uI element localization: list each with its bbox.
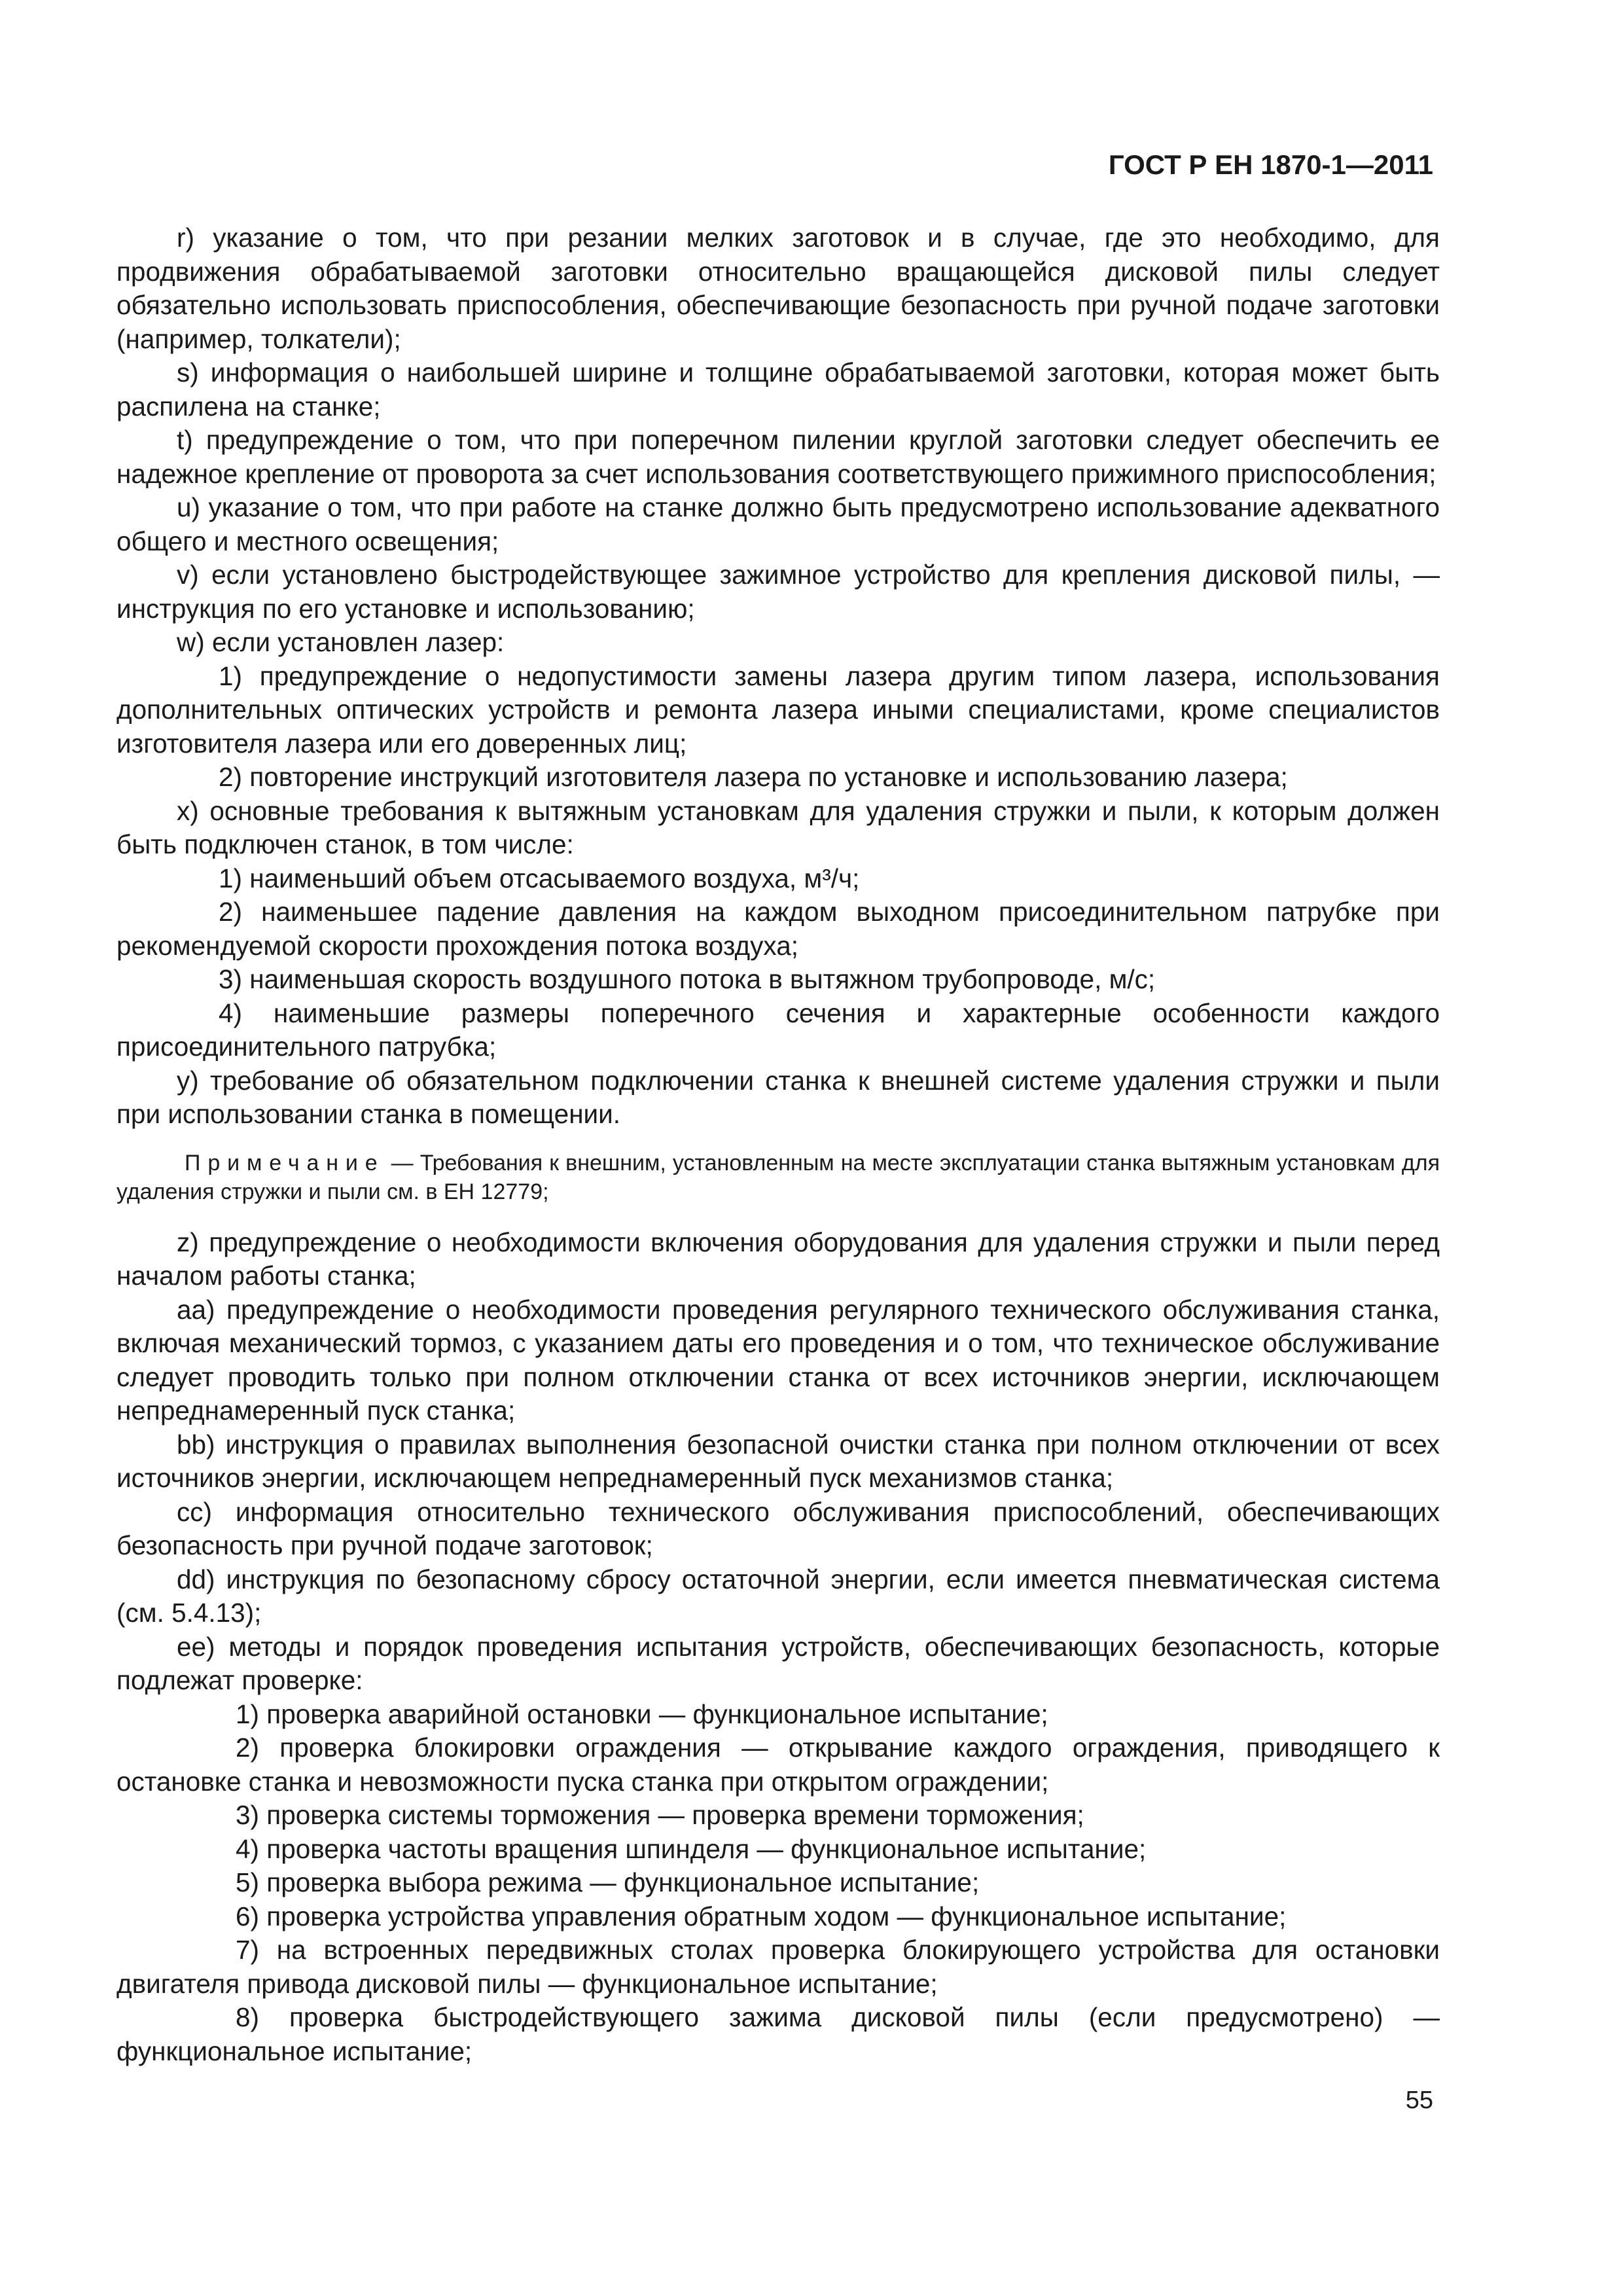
note-text: — Требования к внешним, установленным на месте эксплуатации станка вытяжным установкам для удаления стружки и пыли см. в ЕН 12779; xyxy=(116,1150,1440,1204)
list-item: 3) проверка системы торможения — проверка времени торможения; xyxy=(236,1800,1084,1830)
list-item: y) требование об обязательном подключении станка к внешней системе удаления стружки и пыли при использовании станка в помещении. xyxy=(116,1065,1440,1129)
note-label: Примечание xyxy=(185,1150,385,1175)
list-item: u) указание о том, что при работе на станке должно быть предусмотрено использование адекватного общего и местного освещения; xyxy=(116,492,1440,556)
list-item: t) предупреждение о том, что при поперечном пилении круглой заготовки следует обеспечить ее надежное крепление от проворота за счет использования соответствующего прижимного приспособления; xyxy=(116,425,1440,489)
list-item: v) если установлено быстродействующее зажимное устройство для крепления дисковой пилы, — инструкция по его установке и использованию; xyxy=(116,560,1440,624)
page-number: 55 xyxy=(1405,2087,1433,2114)
list-item: 4) наименьшие размеры поперечного сечения и характерные особенности каждого присоединительного патрубка; xyxy=(116,997,1440,1062)
list-item: ee) методы и порядок проведения испытания устройств, обеспечивающих безопасность, которые подлежат проверке: xyxy=(116,1631,1440,1695)
list-item: 2) проверка блокировки ограждения — открывание каждого ограждения, приводящего к остановке станка и невозможности пуска станка при открытом ограждении; xyxy=(116,1732,1440,1797)
list-item: 5) проверка выбора режима — функциональное испытание; xyxy=(236,1867,980,1897)
list-item: 1) предупреждение о недопустимости замены лазера другим типом лазера, использования дополнительных оптических устройств и ремонта лазера иными специалистами, кроме специалистов изготовителя лазера или его доверенных лиц; xyxy=(116,660,1440,759)
list-item: 2) повторение инструкций изготовителя лазера по установке и использованию лазера; xyxy=(219,762,1288,792)
list-item: r) указание о том, что при резании мелких заготовок и в случае, где это необходимо, для продвижения обрабатываемой заготовки относительно вращающейся дисковой пилы следует обязательно использовать приспособления, обеспечивающие безопасность при ручной подаче заготовки (например, толкатели); xyxy=(116,223,1440,354)
requirements-list-part-1 xyxy=(116,221,1440,1132)
list-item: s) информация о наибольшей ширине и толщине обрабатываемой заготовки, которая может быть распилена на станке; xyxy=(116,357,1440,422)
list-item: z) предупреждение о необходимости включения оборудования для удаления стружки и пыли перед началом работы станка; xyxy=(116,1227,1440,1291)
list-item: w) если установлен лазер: xyxy=(177,627,505,657)
list-item: aa) предупреждение о необходимости проведения регулярного технического обслуживания станка, включая механический тормоз, с указанием даты его проведения и о том, что техническое обслуживание следует проводить только при полном отключении станка от всех источников энергии, исключающем непреднамеренный пуск станка; xyxy=(116,1294,1440,1426)
requirements-list-part-2 xyxy=(116,1226,1440,2069)
list-item: 8) проверка быстродействующего зажима дисковой пилы (если предусмотрено) — функциональное испытание; xyxy=(116,2002,1440,2066)
list-item: 3) наименьшая скорость воздушного потока в вытяжном трубопроводе, м/с; xyxy=(219,964,1156,994)
list-item: bb) инструкция о правилах выполнения безопасной очистки станка при полном отключении от всех источников энергии, исключающем непреднамеренный пуск механизмов станка; xyxy=(116,1429,1440,1493)
list-item: x) основные требования к вытяжным установкам для удаления стружки и пыли, к которым должен быть подключен станок, в том числе: xyxy=(116,795,1440,859)
list-item: cc) информация относительно технического обслуживания приспособлений, обеспечивающих безопасность при ручной подаче заготовок; xyxy=(116,1496,1440,1560)
list-item: 2) наименьшее падение давления на каждом выходном присоединительном патрубке при рекомендуемой скорости прохождения потока воздуха; xyxy=(116,897,1440,961)
list-item: 7) на встроенных передвижных столах проверка блокирующего устройства для остановки двигателя привода дисковой пилы — функциональное испытание; xyxy=(116,1935,1440,1999)
document-code-header: ГОСТ Р ЕН 1870-1—2011 xyxy=(1108,149,1433,180)
list-item: 6) проверка устройства управления обратным ходом — функциональное испытание; xyxy=(236,1901,1287,1931)
list-item: dd) инструкция по безопасному сбросу остаточной энергии, если имеется пневматическая система (см. 5.4.13); xyxy=(116,1564,1440,1628)
list-item: 1) проверка аварийной остановки — функциональное испытание; xyxy=(236,1698,1048,1729)
note xyxy=(116,1149,1440,1206)
list-item: 4) проверка частоты вращения шпинделя — функциональное испытание; xyxy=(236,1833,1147,1864)
page-body xyxy=(116,221,1440,2068)
list-item: 1) наименьший объем отсасываемого воздуха, м³/ч; xyxy=(219,863,860,893)
